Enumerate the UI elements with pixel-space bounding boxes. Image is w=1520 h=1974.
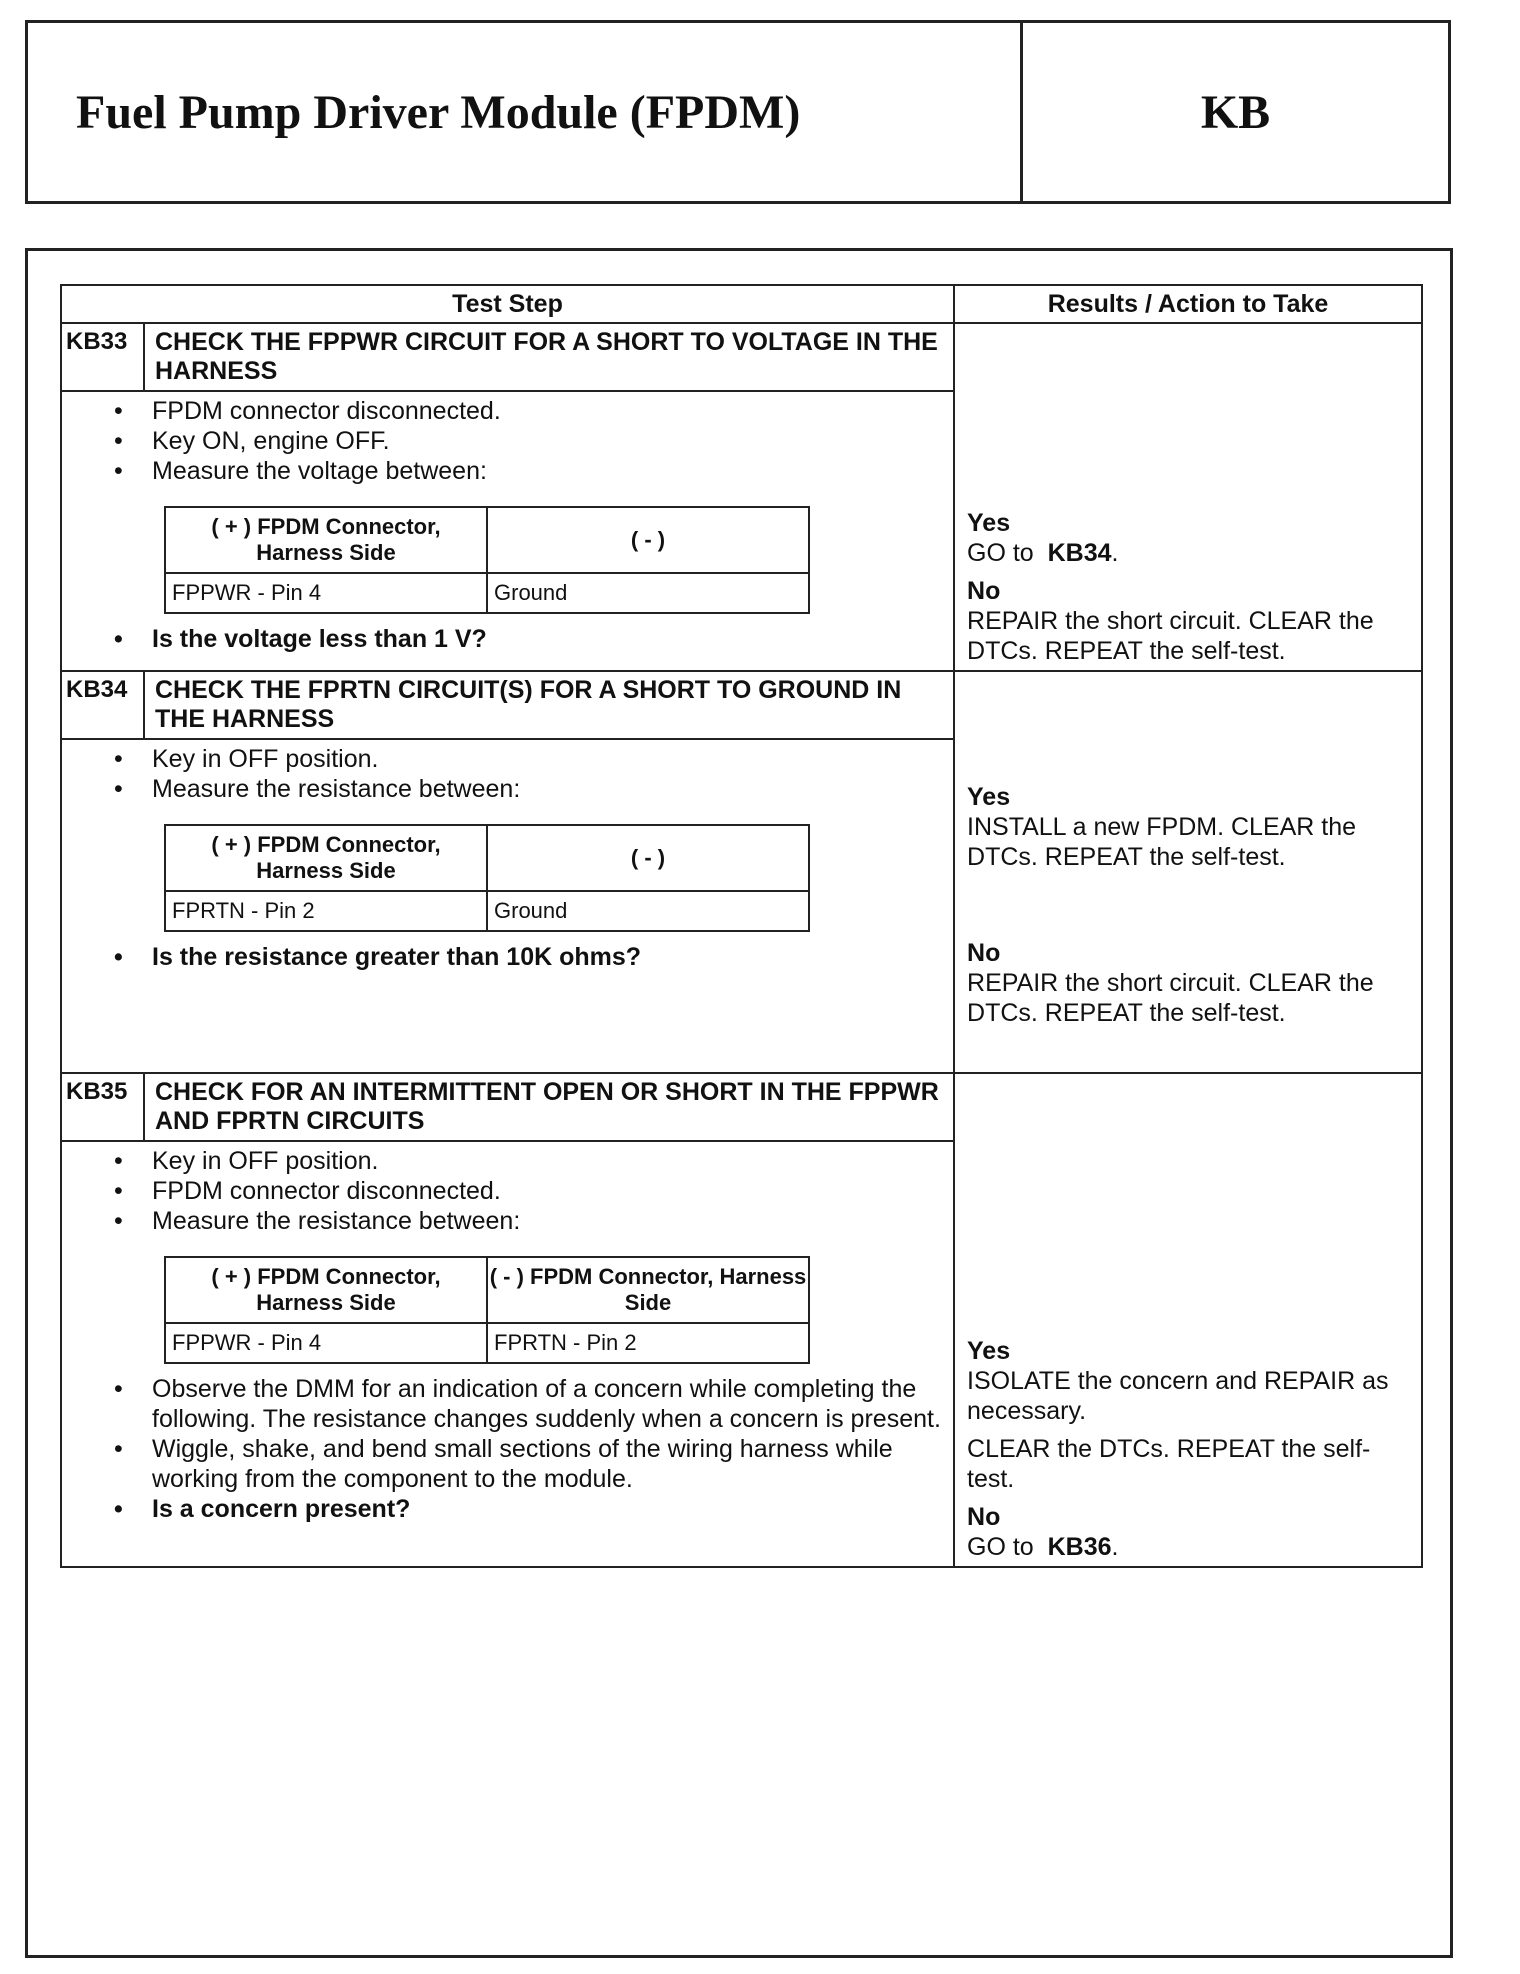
column-header-test-step: Test Step [61, 285, 954, 323]
column-header-results: Results / Action to Take [954, 285, 1422, 323]
step-link[interactable]: KB34 [1047, 539, 1112, 567]
step-question [62, 942, 953, 972]
table-header-row [61, 285, 1422, 323]
no-action: REPAIR the short circuit. CLEAR the DTCs. REPEAT the self-test. [967, 607, 1374, 665]
measurement-value-negative: Ground [487, 573, 809, 613]
step-body [61, 391, 954, 671]
no-label: No [967, 939, 1001, 967]
step-title-row [61, 671, 1422, 739]
page-header [25, 20, 1451, 204]
no-label: No [967, 577, 1001, 605]
measurement-value-negative: FPRTN - Pin 2 [487, 1323, 809, 1363]
step-result [954, 671, 1422, 1073]
page-title: Fuel Pump Driver Module (FPDM) [28, 23, 1023, 201]
step-question [62, 624, 953, 654]
step-body [61, 739, 954, 1073]
step-body [61, 1141, 954, 1567]
list-item: • Wiggle, shake, and bend small sections of the wiring harness while working from the component to the module. [152, 1434, 953, 1494]
measurement-value-positive: FPRTN - Pin 2 [165, 891, 487, 931]
yes-action: ISOLATE the concern and REPAIR as necessary. [967, 1367, 1389, 1425]
measurement-header-negative: ( - ) [487, 507, 809, 573]
measurement-table [164, 506, 810, 614]
question-text: • Is the voltage less than 1 V? [152, 624, 953, 654]
step-id: KB35 [61, 1073, 144, 1141]
measurement-value-positive: FPPWR - Pin 4 [165, 573, 487, 613]
step-bullets-2 [62, 1374, 953, 1524]
list-item: • FPDM connector disconnected. [152, 1176, 953, 1206]
content-frame [25, 248, 1453, 1958]
yes-label: Yes [967, 783, 1011, 811]
step-title-row [61, 1073, 1422, 1141]
step-link[interactable]: KB36 [1047, 1533, 1112, 1561]
list-item: • Key in OFF position. [152, 1146, 953, 1176]
question-text: • Is a concern present? [152, 1494, 953, 1524]
measurement-value-negative: Ground [487, 891, 809, 931]
list-item: • Key ON, engine OFF. [152, 426, 953, 456]
measurement-header-positive: ( + ) FPDM Connector, Harness Side [165, 1257, 487, 1323]
measurement-header-negative: ( - ) [487, 825, 809, 891]
step-bullets [62, 1146, 953, 1236]
no-action: GO to [967, 1533, 1034, 1561]
section-code: KB [1200, 85, 1271, 139]
test-step-table [60, 284, 1423, 1568]
step-bullets [62, 396, 953, 486]
yes-label: Yes [967, 1337, 1011, 1365]
measurement-header-positive: ( + ) FPDM Connector, Harness Side [165, 825, 487, 891]
list-item: • Measure the voltage between: [152, 456, 953, 486]
no-action: REPAIR the short circuit. CLEAR the DTCs. REPEAT the self-test. [967, 969, 1374, 1027]
step-id: KB33 [61, 323, 144, 391]
step-bullets [62, 744, 953, 804]
step-id: KB34 [61, 671, 144, 739]
measurement-table [164, 824, 810, 932]
no-label: No [967, 1503, 1001, 1531]
measurement-header-negative: ( - ) FPDM Connector, Harness Side [487, 1257, 809, 1323]
question-text: • Is the resistance greater than 10K ohms? [152, 942, 953, 972]
list-item: • FPDM connector disconnected. [152, 396, 953, 426]
step-title-row [61, 323, 1422, 391]
yes-action: GO to [967, 539, 1034, 567]
measurement-table [164, 1256, 810, 1364]
step-title: CHECK THE FPPWR CIRCUIT FOR A SHORT TO VOLTAGE IN THE HARNESS [144, 323, 954, 391]
step-title: CHECK FOR AN INTERMITTENT OPEN OR SHORT IN THE FPPWR AND FPRTN CIRCUITS [144, 1073, 954, 1141]
step-title: CHECK THE FPRTN CIRCUIT(S) FOR A SHORT TO GROUND IN THE HARNESS [144, 671, 954, 739]
measurement-header-positive: ( + ) FPDM Connector, Harness Side [165, 507, 487, 573]
yes-action-2: CLEAR the DTCs. REPEAT the self-test. [967, 1435, 1371, 1493]
measurement-value-positive: FPPWR - Pin 4 [165, 1323, 487, 1363]
list-item: • Key in OFF position. [152, 744, 953, 774]
list-item: • Observe the DMM for an indication of a concern while completing the following. The resistance changes suddenly when a concern is present. [152, 1374, 953, 1434]
yes-action: INSTALL a new FPDM. CLEAR the DTCs. REPEAT the self-test. [967, 813, 1357, 871]
yes-label: Yes [967, 509, 1011, 537]
list-item: • Measure the resistance between: [152, 774, 953, 804]
step-result: Yes ISOLATE the concern and REPAIR as necessary. CLEAR the DTCs. REPEAT the self-test. No GO to KB36. [954, 1073, 1422, 1567]
step-result: Yes GO to KB34. No REPAIR the short circuit. CLEAR the DTCs. REPEAT the self-test. [954, 323, 1422, 671]
list-item: • Measure the resistance between: [152, 1206, 953, 1236]
